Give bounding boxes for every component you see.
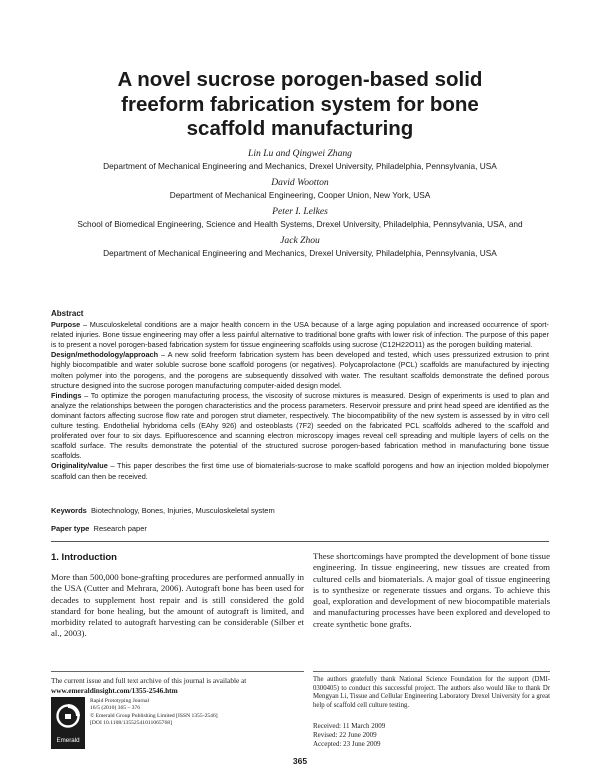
archive-text: The current issue and full text archive of this journal is available at <box>51 676 247 685</box>
purpose-label: Purpose <box>51 320 81 330</box>
author-block <box>30 147 570 263</box>
introduction-heading: 1. Introduction <box>51 552 117 563</box>
abstract-design <box>51 350 549 390</box>
originality-text: – This paper describes the first time use of biomaterials-sucrose to make scaffold porogens and how an injection molded biopolymer scaffold can then be received. <box>51 461 549 481</box>
paper-type-value: Research paper <box>93 524 147 533</box>
emerald-logo-icon <box>51 697 85 749</box>
section-divider <box>51 541 549 542</box>
funding-acknowledgement: The authors gratefully thank National Science Foundation for the support (DMI-0300405) to conduct this successful project. The authors also would like to thank Dr Mengyan Li, Tissue and Cellular Engineering Laboratory Drexel University for a great help of scaffold cell culture testing. <box>313 676 550 709</box>
archive-note <box>51 676 304 695</box>
abstract-originality <box>51 461 549 481</box>
keywords-value: Biotechnology, Bones, Injuries, Musculoskeletal system <box>91 506 275 515</box>
design-text: – A new solid freeform fabrication system has been developed and tested, which uses pressurized extrusion to print highly biocompatible and water soluble sucrose bone scaffold porogens (or negatives). Polycaprolactone (PCL) scaffolds are manufactured by injecting molten polymer into the porogens, and the porogens are subsequently dissolved with water. The resultant scaffolds demonstrate the defined porous structure designed into the sucrose porogen manufacturing computer-aided design model. <box>51 350 549 390</box>
originality-label: Originality/value <box>51 461 108 471</box>
paper-title: A novel sucrose porogen-based solid freeform fabrication system for bone scaffold manufacturing <box>117 68 483 140</box>
paper-type-label: Paper type <box>51 524 90 533</box>
abstract <box>51 309 549 482</box>
author-affiliation: Department of Mechanical Engineering and Mechanics, Drexel University, Philadelphia, Pennsylvania, USA <box>103 248 497 258</box>
logo-wordmark: Emerald <box>56 737 80 744</box>
abstract-findings <box>51 391 549 462</box>
journal-info <box>90 698 300 727</box>
author-name: Jack Zhou <box>280 235 320 246</box>
footnote-divider <box>313 671 550 672</box>
journal-volume: 16/5 (2010) 365 – 376 <box>90 705 141 712</box>
abstract-heading: Abstract <box>51 309 84 318</box>
journal-copyright: © Emerald Group Publishing Limited [ISSN 1355-2546] <box>90 712 218 719</box>
findings-text: – To optimize the porogen manufacturing process, the viscosity of sucrose mixtures is measured. Design of experiments is used to plan and analyze the relationships between the porogen characteristics and the process parameters. Reservoir pressure and print head speed are identified as the dominant factors affecting sucrose flow rate and porogen strut diameter, respectively. The biocompatibility of the new system is assessed by in vitro cell culture testing. Endothelial hybridoma cells (EAhy 926) and osteoblasts (7F2) seeded on the fabricated PCL scaffolds adhered to the scaffold and proliferated over four to six days. Epifluorescence and scanning electron microscopy images reveal cell spreading and multiple layers of cells on the scaffold surface. The results demonstrate the potential of the structured sucrose porogen-based fabrication method in manufacturing bone tissue scaffolds. <box>51 390 549 461</box>
author-affiliation: School of Biomedical Engineering, Science and Health Systems, Drexel University, Philadelphia, Pennsylvania, USA, and <box>77 219 523 229</box>
journal-doi: [DOI 10.1108/13552541011065768] <box>90 719 172 726</box>
date-received: Received: 11 March 2009 <box>313 722 386 730</box>
journal-name: Rapid Prototyping Journal <box>90 698 150 704</box>
paper-type <box>51 524 549 534</box>
keywords-label: Keywords <box>51 506 87 515</box>
date-revised: Revised: 22 June 2009 <box>313 731 377 740</box>
author-name: Lin Lu and Qingwei Zhang <box>248 148 352 159</box>
introduction-left-column: More than 500,000 bone-grafting procedures are performed annually in the USA (Cutter and Mehrara, 2006). Autograft bone has been used for decades to supplement host repair and is still considered the gold standard for bone healing, but the amount of autograft is limited, and morbidity related to autograft harvesting can be considerable (Silber et al., 2003). <box>51 572 304 639</box>
author-affiliation: Department of Mechanical Engineering, Cooper Union, New York, USA <box>169 190 431 200</box>
abstract-purpose <box>51 320 549 350</box>
submission-dates <box>313 722 550 749</box>
introduction-right-column: These shortcomings have prompted the development of bone tissue engineering. In tissue engineering, new tissues are created from cultured cells and biomaterials. A major goal of tissue engineering is to synthesize or regenerate tissues and organs. To achieve this goal, exploration and development of new biocompatible materials and manufacturing processes have been explored and developed to create synthetic bone grafts. <box>313 551 550 629</box>
author-name: David Wootton <box>271 177 329 188</box>
findings-label: Findings <box>51 390 82 400</box>
purpose-text: – Musculoskeletal conditions are a major health concern in the USA because of a large aging population and increased occurrence of sport-related injuries. Bone tissue engineering may offer a less painful alternative to traditional bone grafts with lower risk of infection. The purpose of this paper is to present a novel porogen-based fabrication system for tissue engineering scaffolds using sucrose (C12H22O11) as the porogen building material. <box>51 320 549 350</box>
keywords <box>51 506 549 516</box>
page-number: 365 <box>292 756 308 766</box>
date-accepted: Accepted: 23 June 2009 <box>313 740 381 749</box>
author-name: Peter I. Lelkes <box>272 206 328 217</box>
author-affiliation: Department of Mechanical Engineering and Mechanics, Drexel University, Philadelphia, Pennsylvania, USA <box>103 161 497 171</box>
design-label: Design/methodology/approach <box>51 350 159 360</box>
archive-url[interactable]: www.emeraldinsight.com/1355-2546.htm <box>51 685 178 695</box>
footnote-divider <box>51 671 304 672</box>
